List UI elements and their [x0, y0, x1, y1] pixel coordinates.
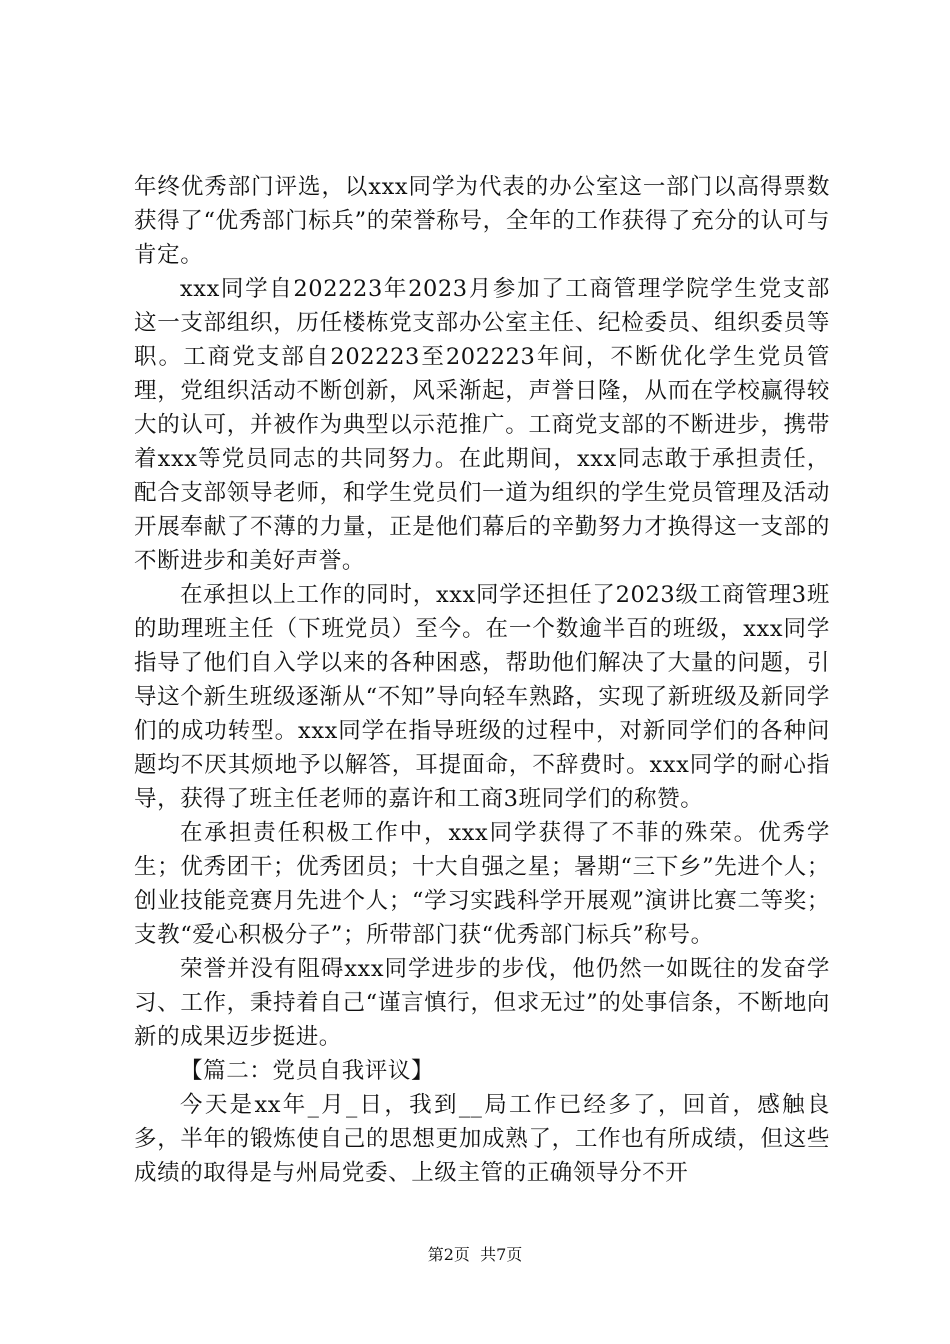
document-body [134, 170, 830, 1190]
paragraph-party-branch: xxx同学自202223年2023月参加了工商管理学院学生党支部这一支部组织，历任楼栋党支部办公室主任、纪检委员、组织委员等职。工商党支部自202223至202223年间，不断优化学生党员管理，党组织活动不断创新，风采渐起，声誉日隆，从而在学校赢得较大的认可，并被作为典型以示范推广。工商党支部的不断进步，携带着xxx等党员同志的共同努力。在此期间，xxx同志敢于承担责任，配合支部领导老师，和学生党员们一道为组织的学生党员管理及活动开展奉献了不薄的力量，正是他们幕后的辛勤努力才换得这一支部的不断进步和美好声誉。 [134, 276, 830, 574]
section-heading: 【篇二：党员自我评议】 [180, 1058, 435, 1084]
page-number: 第2页 共7页 [427, 1245, 523, 1264]
paragraph-self-review: 今天是xx年_月_日，我到__局工作已经多了，回首，感触良多，半年的锻炼使自己的思想更加成熟了，工作也有所成绩，但这些成绩的取得是与州局党委、上级主管的正确领导分不开 [134, 1092, 830, 1186]
paragraph-assistant-head-teacher: 在承担以上工作的同时，xxx同学还担任了2023级工商管理3班的助理班主任（下班党员）至今。在一个数逾半百的班级，xxx同学指导了他们自入学以来的各种困惑，帮助他们解决了大量的问题，引导这个新生班级逐渐从“不知”导向轻车熟路，实现了新班级及新同学们的成功转型。xxx同学在指导班级的过程中，对新同学们的各种问题均不厌其烦地予以解答，耳提面命，不辞费时。xxx同学的耐心指导，获得了班主任老师的嘉许和工商3班同学们的称赞。 [134, 582, 830, 812]
page-footer [0, 1245, 950, 1265]
paragraph-continuation: 年终优秀部门评选，以xxx同学为代表的办公室这一部门以高得票数获得了“优秀部门标兵”的荣誉称号，全年的工作获得了充分的认可与肯定。 [134, 174, 830, 268]
paragraph-honors: 在承担责任积极工作中，xxx同学获得了不菲的殊荣。优秀学生；优秀团干；优秀团员；十大自强之星；暑期“三下乡”先进个人；创业技能竞赛月先进个人；“学习实践科学开展观”演讲比赛二等奖；支教“爱心积极分子”；所带部门获“优秀部门标兵”称号。 [134, 820, 830, 948]
paragraph-progress: 荣誉并没有阻碍xxx同学进步的步伐，他仍然一如既往的发奋学习、工作，秉持着自己“谨言慎行，但求无过”的处事信条，不断地向新的成果迈步挺进。 [134, 956, 830, 1050]
